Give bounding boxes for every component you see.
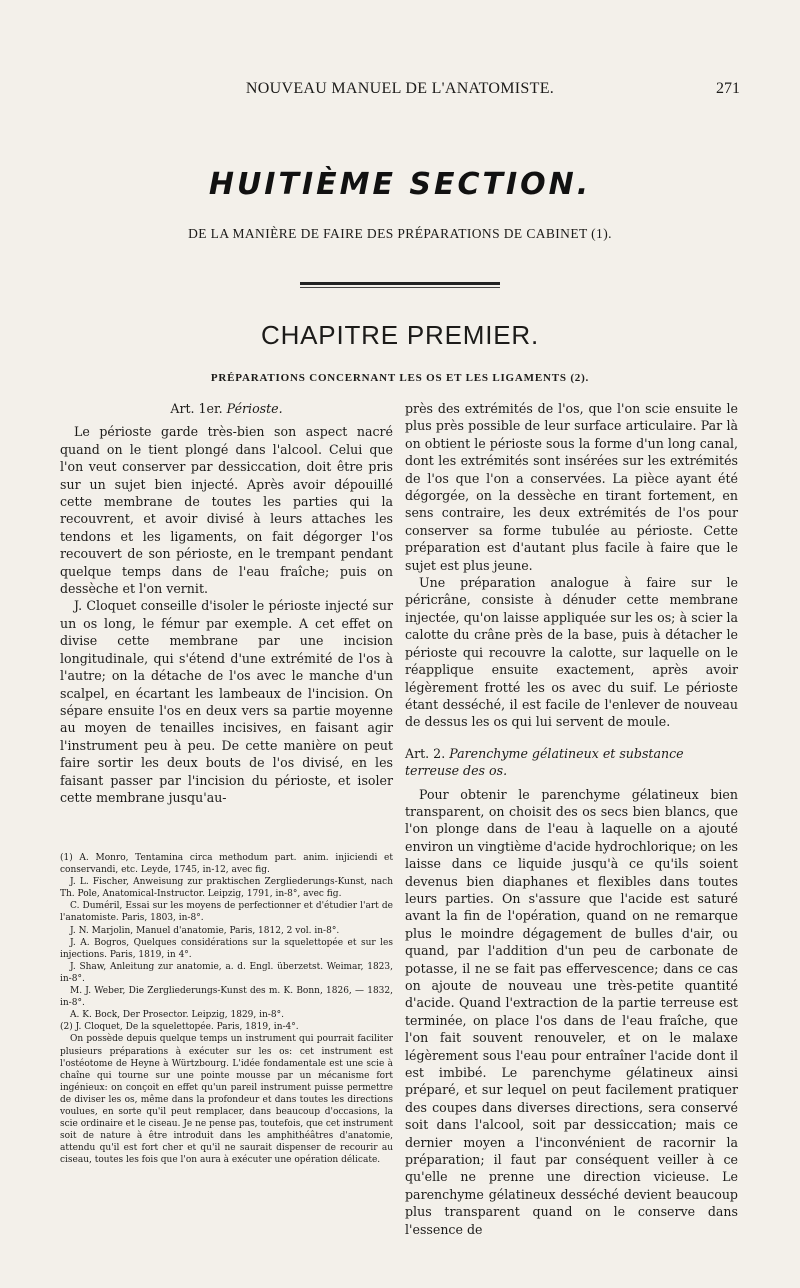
pericrane-paragraph: Une préparation analogue à faire sur le péricrâne, consiste à dénuder cette membrane injectée, qu'on laisse appliquée sur les os; à scier la calotte du crâne près de la base, puis à détacher le périoste qui recouvre la calotte, sur laquelle on le réapplique ensuite exactement, après avoir légèrement frotté les os avec du suif. Le périoste étant desséché, il est facile de l'enlever de nouveau de dessus les os qui lui servent de moule.	[405, 575, 738, 730]
footnote: J. A. Bogros, Quelques considérations sur la squelettopée et sur les injections. Paris, 1819, in 4°.	[60, 937, 393, 960]
article-1-paragraph: Le périoste garde très-bien son aspect nacré quand on le tient plongé dans l'alcool. Celui que l'on veut conserver par dessiccation, doit être pris sur un sujet bien injecté. Après avoir dépouillé cette membrane de toutes les parties qui la recouvrent, et avoir divisé à leurs attaches les tendons et les ligaments, on fait dégorger l'os recouvert de son périoste, en le trempant pendant quelque temps dans de l'eau fraîche; puis on dessèche et l'on vernit.	[60, 424, 393, 597]
article-1-paragraph: J. Cloquet conseille d'isoler le périoste injecté sur un os long, le fémur par exemple. A cet effet on divise cette membrane par une incision longitudinale, qui s'étend d'une extrémité de l'os à l'autre; on la détache de l'os avec le manche d'un scalpel, en écartant les lambeaux de l'incision. On sépare ensuite l'os en deux vers sa partie moyenne au moyen de tenailles incisives, en faisant agir l'instrument peu à peu. De cette manière on peut faire sortir les deux bouts de l'os divisé, en les faisant passer par l'incision du périoste, et isoler cette membrane jusqu'au-	[60, 598, 393, 805]
left-column	[60, 400, 393, 806]
section-title: HUITIÈME SECTION.	[208, 167, 592, 202]
footnote: On possède depuis quelque temps un instrument qui pourrait faciliter plusieurs préparations à exécuter sur les os: cet instrument est l'ostéotome de Heyne à Würtzbourg. L'idée fondamentale est une scie à chaîne qui tourne sur une pointe mousse par un mécanisme fort ingénieux: on conçoit en effet qu'un pareil instrument puisse permettre de diviser les os, même dans la profondeur et dans toutes les directions voulues, en sorte qu'il peut remplacer, dans beaucoup d'occasions, la scie ordinaire et le ciseau. Je ne pense pas, toutefois, que cet instrument soit de nature à être introduit dans les amphithéâtres d'anatomie, attendu qu'il est fort cher et qu'il ne saurait dispenser de recourir au ciseau, toutes les fois que l'on aura à exécuter une opération délicate.	[60, 1034, 393, 1166]
footnote: J. N. Marjolin, Manuel d'anatomie, Paris, 1812, 2 vol. in-8°.	[70, 925, 340, 936]
article-1-label: Art. 1er.	[170, 401, 223, 416]
article-2-label: Art. 2.	[405, 745, 446, 761]
footnote: (2) J. Cloquet, De la squelettopée. Paris, 1819, in-4°.	[60, 1022, 299, 1033]
article-2-heading	[405, 745, 738, 780]
right-column	[405, 400, 738, 1238]
article-1-heading	[60, 400, 393, 417]
article-2-title: Parenchyme gélatineux et substance terreuse des os.	[405, 745, 684, 779]
continued-paragraph: près des extrémités de l'os, que l'on scie ensuite le plus près possible de leur surface articulaire. Par là on obtient le périoste sous la forme d'un long canal, dont les extrémités sont insérées sur les extrémités de l'os que l'on a conservées. La pièce ayant été dégorgée, on la dessèche en tirant fortement, en sens contraire, les deux extrémités de l'os pour conserver sa forme tubulée au périoste. Cette préparation est d'autant plus facile à faire que le sujet est plus jeune.	[405, 401, 738, 573]
divider-thick	[300, 282, 500, 285]
footnote: (1) A. Monro, Tentamina circa methodum part. anim. injiciendi et conservandi, etc. Leyde, 1745, in-12, avec fig.	[60, 853, 393, 876]
footnote: A. K. Bock, Der Prosector. Leipzig, 1829, in-8°.	[70, 1010, 284, 1021]
section-subtitle: DE LA MANIÈRE DE FAIRE DES PRÉPARATIONS DE CABINET (1).	[188, 226, 612, 241]
footnotes	[60, 852, 393, 1166]
article-2-paragraph: Pour obtenir le parenchyme gélatineux bien transparent, on choisit des os secs bien blancs, que l'on plonge dans de l'eau à laquelle on a ajouté environ un vingtième d'acide hydrochlorique; on les laisse dans ce liquide jusqu'à ce qu'ils soient devenus bien diaphanes et flexibles dans toutes leurs parties. On s'assure que l'acide est saturé avant la fin de l'opération, quand on ne remarque plus le moindre dégagement de bulles d'air, ou quand, par l'addition d'un peu de carbonate de potasse, il ne se fait pas effervescence; dans ce cas on ajoute de nouveau une très-petite quantité d'acide. Quand l'extraction de la partie terreuse est terminée, on place l'os dans de l'eau fraîche, que l'on fait souvent renouveler, et on le malaxe légèrement sous l'eau pour entraîner l'acide dont il est imbibé. Le parenchyme gélatineux ainsi préparé, et sur lequel on peut facilement pratiquer des coupes dans diverses directions, sera conservé soit dans l'alcool, soit par dessiccation; mais ce dernier moyen a l'inconvénient de racornir la préparation; il faut par conséquent veiller à ce qu'elle ne prenne une direction vicieuse. Le parenchyme gélatineux desséché devient beaucoup plus transparent quand on le conserve dans l'essence de	[405, 786, 738, 1237]
page-number: 271	[716, 80, 740, 97]
page-header	[60, 80, 740, 106]
footnote: M. J. Weber, Die Zergliederungs-Kunst des m. K. Bonn, 1826, — 1832, in-8°.	[60, 986, 393, 1009]
running-title: NOUVEAU MANUEL DE L'ANATOMISTE.	[245, 80, 555, 97]
article-1-title: Périoste.	[226, 401, 283, 416]
chapter-subtitle: PRÉPARATIONS CONCERNANT LES OS ET LES LIGAMENTS (2).	[210, 372, 590, 384]
chapter-title: CHAPITRE PREMIER.	[261, 320, 539, 350]
divider-thin	[300, 287, 500, 288]
footnote: C. Duméril, Essai sur les moyens de perfectionner et d'étudier l'art de l'anatomiste. Paris, 1803, in-8°.	[60, 901, 393, 924]
footnote: J. L. Fischer, Anweisung zur praktischen Zergliederungs-Kunst, nach Th. Pole, Anatomical-Instructor. Leipzig, 1791, in-8°, avec fig.	[60, 877, 393, 900]
footnote: J. Shaw, Anleitung zur anatomie, a. d. Engl. überzetst. Weimar, 1823, in-8°.	[60, 961, 393, 984]
